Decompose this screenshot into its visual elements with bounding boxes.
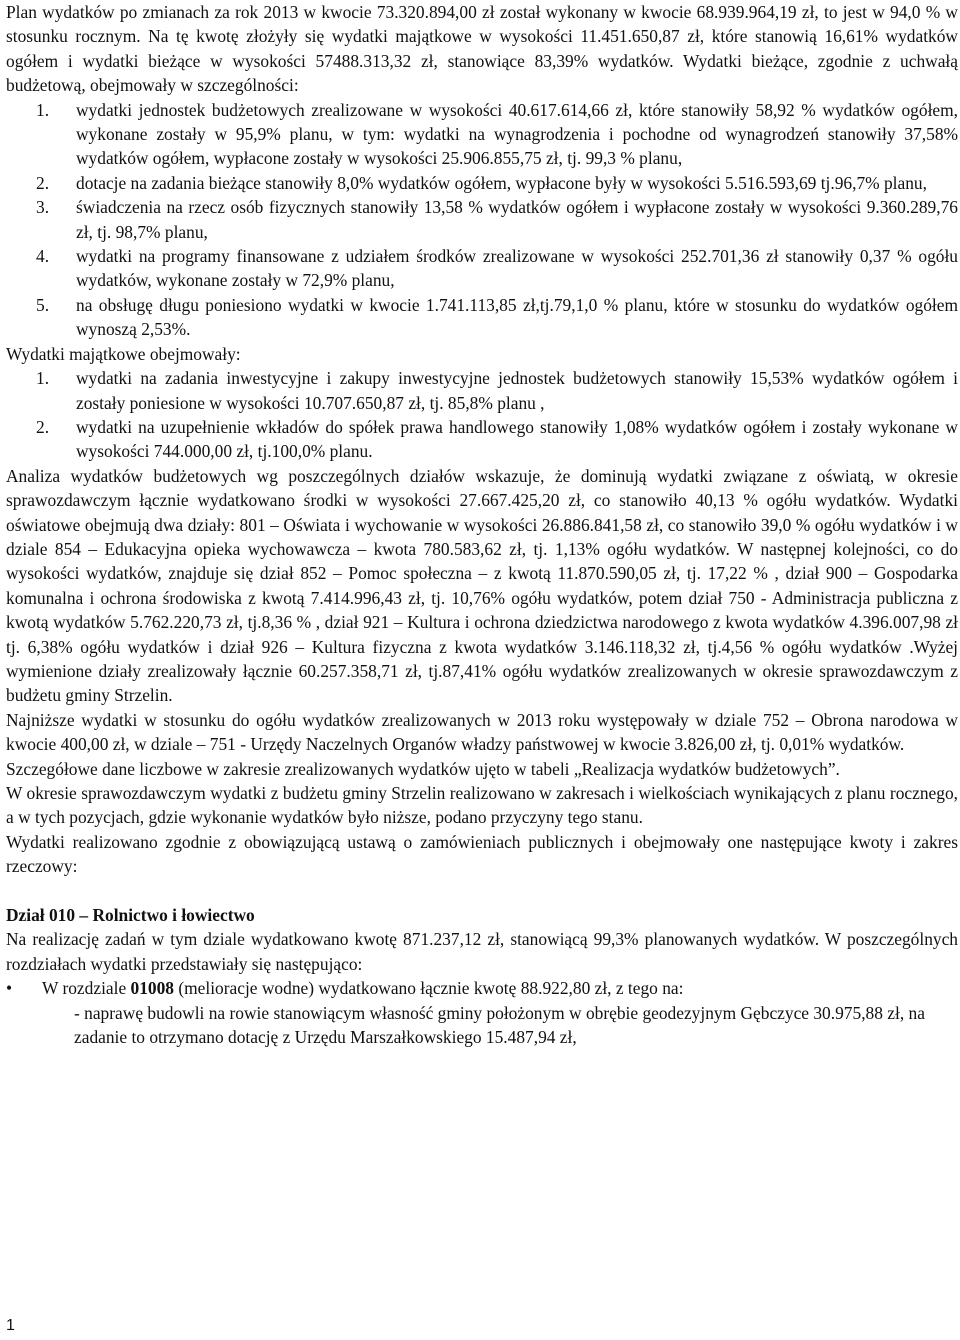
list-item <box>6 171 958 195</box>
current-expenses-list <box>6 98 958 342</box>
details-paragraph: Szczegółowe dane liczbowe w zakresie zrealizowanych wydatków ujęto w tabeli „Realizacja wydatków budżetowych”. <box>6 758 840 779</box>
section-bullet-list <box>6 976 958 1049</box>
item-text: wydatki na uzupełnienie wkładów do spółek prawa handlowego stanowiły 1,08% wydatków ogółem i zostały wykonane w wysokości 744.000,00 zł, tj.100,0% planu. <box>76 416 958 462</box>
item-text: na obsługę długu poniesiono wydatki w kwocie 1.741.113,85 zł,tj.79,1,0 % planu, które w stosunku do wydatków ogółem wynoszą 2,53%. <box>76 294 958 340</box>
analysis-paragraph: Analiza wydatków budżetowych wg poszczególnych działów wskazuje, że dominują wydatki związane z oświatą, w okresie sprawozdawczym łącznie wydatkowano środki w wysokości 27.667.425,20 zł, co stanowiło 40,13 % ogółu wydatków. Wydatki oświatowe obejmują dwa działy: 801 – Oświata i wychowanie w wysokości 26.886.841,58 zł, co stanowiło 39,0 % ogółu wydatków i w dziale 854 – Edukacyjna opieka wychowawcza – kwota 780.583,62 zł, tj. 1,13% ogółu wydatków. W następnej kolejności, co do wysokości wydatków, znajduje się dział 852 – Pomoc społeczna – z kwotą 11.870.590,05 zł, tj. 17,22 % , dział 900 – Gospodarka komunalna i ochrona środowiska z kwotą 7.414.996,43 zł, tj. 10,76% ogółu wydatków, potem dział 750 - Administracja publiczna z kwotą wydatków 5.762.220,73 zł, tj.8,36 % , dział 921 – Kultura i ochrona dziedzictwa narodowego z kwota wydatków 4.396.007,98 zł tj. 6,38% ogółu wydatków i dział 926 – Kultura fizyczna z kwota wydatków 3.146.118,32 zł, tj.4,56 % ogółu wydatków .Wyżej wymienione działy zrealizowały łącznie 60.257.358,71 zł, tj.87,41% ogółu wydatków zrealizowanych w okresie sprawozdawczym z budżetu gminy Strzelin. <box>6 465 958 706</box>
item-text: świadczenia na rzecz osób fizycznych stanowiły 13,58 % wydatków ogółem i wypłacone zostały w wysokości 9.360.289,76 zł, tj. 98,7% planu, <box>76 197 958 242</box>
intro-paragraph: Plan wydatków po zmianach za rok 2013 w kwocie 73.320.894,00 zł został wykonany w kwocie 68.939.964,19 zł, to jest w 94,0 % w stosunku rocznym. Na tę kwotę złożyły się wydatki majątkowe w wysokości 11.451.650,87 zł, które stanowią 16,61% wydatków ogółem i wydatki bieżące w wysokości 57488.313,32 zł, stanowiące 83,39% wydatków. Wydatki bieżące, zgodnie z uchwałą budżetową, obejmowały w szczególności: <box>6 2 958 96</box>
item-number: 1. <box>36 99 50 120</box>
section-heading <box>6 903 958 927</box>
bullet-text-post: (melioracje wodne) wydatkowano łącznie kwotę 88.922,80 zł, z tego na: <box>174 978 684 999</box>
item-number: 5. <box>36 294 50 315</box>
item-number: 3. <box>36 197 50 218</box>
item-text: wydatki na zadania inwestycyjne i zakupy inwestycyjne jednostek budżetowych stanowiły 15,53% wydatków ogółem i zostały poniesione w wysokości 10.707.650,87 zł, tj. 85,8% planu , <box>76 368 958 413</box>
section-paragraph: Na realizację zadań w tym dziale wydatkowano kwotę 871.237,12 zł, stanowiącą 99,3% planowanych wydatków. W poszczególnych rozdziałach wydatki przedstawiały się następująco: <box>6 929 958 974</box>
item-text: wydatki na programy finansowane z udziałem środków zrealizowane w wysokości 252.701,36 zł stanowiły 0,37 % ogółu wydatków, wykonane zostały w 72,9% planu, <box>76 246 958 291</box>
list-item <box>6 244 958 293</box>
list-item <box>6 366 958 415</box>
item-text: wydatki jednostek budżetowych zrealizowane w wysokości 40.617.614,66 zł, które stanowiły 58,92 % wydatków ogółem, wykonane zostały w 95,9% planu, w tym: wydatki na wynagrodzenia i pochodne od wynagrodzeń stanowiły 37,58% wydatków ogółem, wypłacone zostały w wysokości 25.906.855,75 zł, tj. 99,3 % planu, <box>76 99 958 169</box>
procurement-paragraph: Wydatki realizowano zgodnie z obowiązującą ustawą o zamówieniach publicznych i obejmowały one następujące kwoty i zakres rzeczowy: <box>6 831 958 877</box>
chapter-code: 01008 <box>130 978 174 999</box>
list-item <box>6 976 958 1049</box>
item-text: dotacje na zadania bieżące stanowiły 8,0% wydatków ogółem, wypłacone były w wysokości 5.516.593,69 tj.96,7% planu, <box>76 172 927 193</box>
section-heading-title: Rolnictwo i łowiectwo <box>92 905 255 926</box>
list-item <box>6 195 958 244</box>
list-item <box>6 293 958 342</box>
bullet-text-pre: W rozdziale <box>42 978 131 999</box>
list-item <box>6 98 958 171</box>
list-item <box>6 415 958 464</box>
section-heading-prefix: Dział 010 – <box>6 905 93 926</box>
bullet-icon: • <box>6 978 13 999</box>
spacer <box>6 879 958 903</box>
reporting-paragraph: W okresie sprawozdawczym wydatki z budżetu gminy Strzelin realizowano w zakresach i wielkościach wynikających z planu rocznego, a w tych pozycjach, gdzie wykonanie wydatków było niższe, podano przyczyny tego stanu. <box>6 783 958 828</box>
item-number: 2. <box>36 172 50 193</box>
document-page <box>6 0 958 1049</box>
capital-expenses-heading: Wydatki majątkowe obejmowały: <box>6 343 241 364</box>
item-number: 1. <box>36 368 50 389</box>
page-number: 1 <box>6 1317 15 1334</box>
capital-expenses-list <box>6 366 958 464</box>
lowest-expenses-paragraph: Najniższe wydatki w stosunku do ogółu wydatków zrealizowanych w 2013 roku występowały w dziale 752 – Obrona narodowa w kwocie 400,00 zł, w dziale – 751 - Urzędy Naczelnych Organów władzy państwowej w kwocie 3.826,00 zł, tj. 0,01% wydatków. <box>6 709 958 755</box>
item-number: 4. <box>36 246 50 267</box>
sub-item: - naprawę budowli na rowie stanowiącym własność gminy położonym w obrębie geodezyjnym Gębczyce 30.975,88 zł, na zadanie to otrzymano dotację z Urzędu Marszałkowskiego 15.487,94 zł, <box>74 1002 925 1048</box>
item-number: 2. <box>36 416 50 437</box>
